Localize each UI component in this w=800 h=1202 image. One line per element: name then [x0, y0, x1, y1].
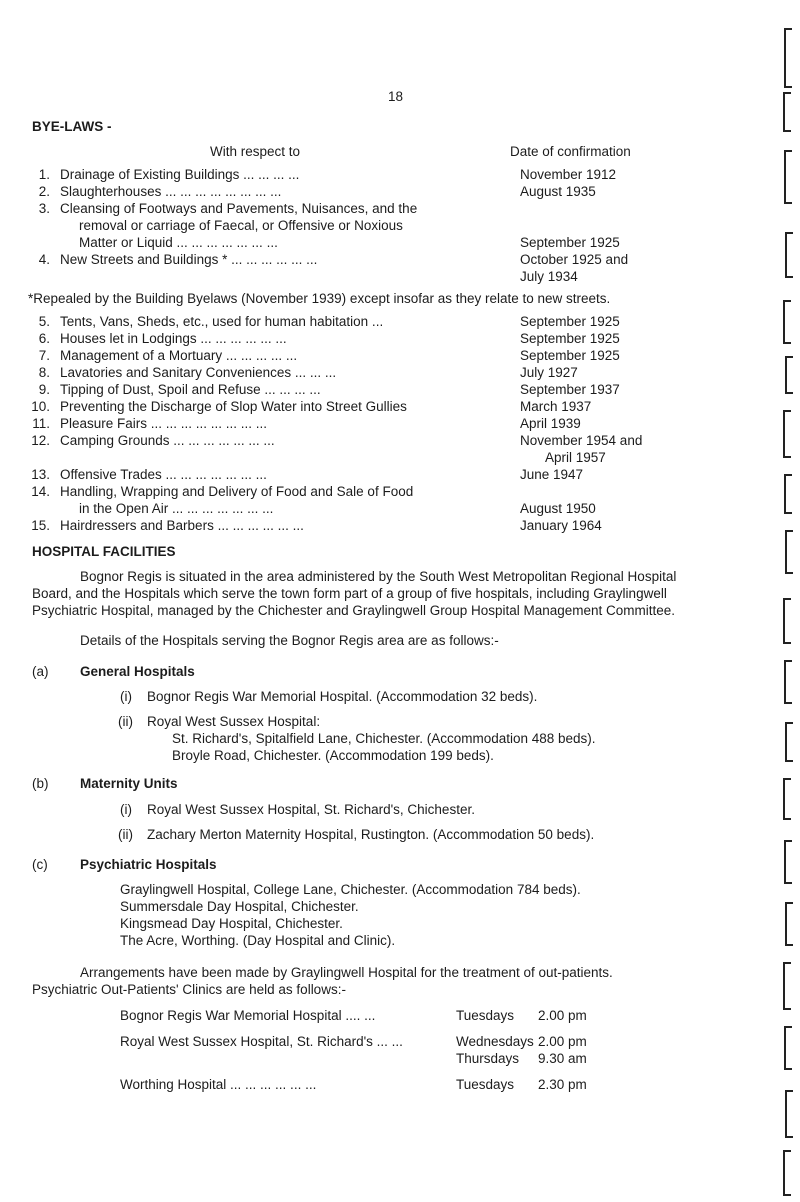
binding-mark: [783, 1150, 791, 1196]
clinic-day: Wednesdays: [456, 1034, 534, 1049]
binding-mark: [785, 356, 793, 394]
section-a-title: General Hospitals: [80, 664, 195, 679]
section-b-label: (b): [32, 776, 49, 791]
section-c-label: (c): [32, 857, 48, 872]
clinic-day: Tuesdays: [456, 1008, 515, 1023]
byelaw-text: Houses let in Lodgings ... ... ... ... ... ...: [60, 331, 287, 346]
clinic-place: Bognor Regis War Memorial Hospital .... ...: [120, 1008, 376, 1023]
clinic-place: Worthing Hospital ... ... ... ... ... ...: [120, 1077, 317, 1092]
binding-mark: [784, 150, 792, 204]
hospital-facilities-heading: HOSPITAL FACILITIES: [32, 544, 176, 559]
byelaws-heading: BYE-LAWS -: [32, 119, 112, 134]
byelaw-date: August 1935: [520, 184, 596, 199]
clinic-place: Royal West Sussex Hospital, St. Richard's ... ...: [120, 1034, 403, 1049]
byelaw-number: 10.: [31, 399, 50, 414]
byelaw-date: September 1925: [520, 235, 620, 250]
byelaw-date: September 1925: [520, 331, 620, 346]
byelaw-date: January 1964: [520, 518, 602, 533]
psychiatric-hospital-line: The Acre, Worthing. (Day Hospital and Clinic).: [120, 933, 396, 948]
byelaw-number: 9.: [38, 382, 50, 397]
byelaw-text: Handling, Wrapping and Delivery of Food and Sale of Food: [60, 484, 414, 499]
binding-mark: [785, 902, 793, 946]
hospital-paragraph-line: Psychiatric Hospital, managed by the Chichester and Graylingwell Group Hospital Management Committee.: [32, 603, 676, 618]
list-subitem: Broyle Road, Chichester. (Accommodation 199 beds).: [172, 748, 494, 763]
binding-mark: [783, 598, 791, 644]
binding-mark: [784, 840, 792, 884]
list-item: Bognor Regis War Memorial Hospital. (Accommodation 32 beds).: [147, 689, 538, 704]
byelaw-number: 12.: [31, 433, 50, 448]
binding-mark: [785, 232, 793, 278]
outpatients-paragraph-line: Psychiatric Out-Patients' Clinics are held as follows:-: [32, 982, 346, 997]
byelaw-date: October 1925 and: [520, 252, 629, 267]
repeal-footnote: *Repealed by the Building Byelaws (November 1939) except insofar as they relate to new streets.: [28, 291, 611, 306]
byelaw-number: 11.: [32, 416, 50, 431]
clinic-day: Thursdays: [456, 1051, 520, 1066]
list-item-number: (ii): [118, 827, 133, 842]
byelaw-number: 1.: [38, 167, 50, 182]
byelaw-number: 13.: [31, 467, 50, 482]
byelaw-text: Preventing the Discharge of Slop Water into Street Gullies: [60, 399, 407, 414]
details-intro: Details of the Hospitals serving the Bognor Regis area are as follows:-: [80, 633, 499, 648]
clinic-day: Tuesdays: [456, 1077, 515, 1092]
clinic-time: 2.00 pm: [538, 1034, 587, 1049]
byelaw-number: 2.: [38, 184, 50, 199]
section-a-label: (a): [32, 664, 49, 679]
byelaw-text: in the Open Air ... ... ... ... ... ... ...: [79, 501, 274, 516]
byelaw-number: 4.: [38, 252, 50, 267]
byelaw-text: Offensive Trades ... ... ... ... ... ... ...: [60, 467, 267, 482]
byelaw-text: Slaughterhouses ... ... ... ... ... ... ... ...: [60, 184, 282, 199]
binding-mark: [785, 530, 793, 574]
outpatients-paragraph-line: Arrangements have been made by Graylingwell Hospital for the treatment of out-patients.: [80, 965, 613, 980]
binding-mark: [783, 410, 791, 458]
byelaw-date: September 1937: [520, 382, 620, 397]
psychiatric-hospital-line: Kingsmead Day Hospital, Chichester.: [120, 916, 343, 931]
binding-mark: [784, 474, 792, 514]
hospital-paragraph-line: Board, and the Hospitals which serve the town form part of a group of five hospitals, including Graylingwell: [32, 586, 667, 601]
byelaw-text: Management of a Mortuary ... ... ... ... ...: [60, 348, 298, 363]
byelaw-text: Drainage of Existing Buildings ... ... ... ...: [60, 167, 300, 182]
binding-mark: [784, 1026, 792, 1070]
binding-mark: [783, 92, 791, 132]
psychiatric-hospital-line: Graylingwell Hospital, College Lane, Chichester. (Accommodation 784 beds).: [120, 882, 581, 897]
byelaw-number: 3.: [38, 201, 50, 216]
column-header-respect: With respect to: [210, 144, 301, 159]
byelaw-text: removal or carriage of Faecal, or Offensive or Noxious: [79, 218, 403, 233]
byelaw-text: Camping Grounds ... ... ... ... ... ... ...: [60, 433, 275, 448]
byelaw-text: Tents, Vans, Sheds, etc., used for human habitation ...: [60, 314, 384, 329]
byelaw-number: 5.: [38, 314, 50, 329]
section-b-title: Maternity Units: [80, 776, 178, 791]
list-item: Royal West Sussex Hospital, St. Richard's, Chichester.: [147, 802, 475, 817]
byelaw-number: 15.: [31, 518, 50, 533]
byelaw-date: August 1950: [520, 501, 596, 516]
byelaw-date: September 1925: [520, 314, 620, 329]
byelaw-text: Pleasure Fairs ... ... ... ... ... ... ... ...: [60, 416, 268, 431]
clinic-time: 2.30 pm: [538, 1077, 587, 1092]
byelaw-number: 14.: [31, 484, 50, 499]
psychiatric-hospital-line: Summersdale Day Hospital, Chichester.: [120, 899, 359, 914]
byelaw-number: 7.: [38, 348, 50, 363]
list-item-number: (i): [120, 802, 132, 817]
byelaw-number: 6.: [38, 331, 50, 346]
byelaw-date: July 1927: [520, 365, 578, 380]
byelaw-date: March 1937: [520, 399, 592, 414]
list-item-number: (i): [120, 689, 132, 704]
byelaw-text: Matter or Liquid ... ... ... ... ... ... ...: [79, 235, 278, 250]
byelaw-date: April 1939: [520, 416, 581, 431]
byelaw-text: Cleansing of Footways and Pavements, Nuisances, and the: [60, 201, 418, 216]
byelaw-number: 8.: [38, 365, 50, 380]
binding-mark: [785, 722, 793, 762]
binding-mark: [783, 962, 791, 1010]
list-subitem: St. Richard's, Spitalfield Lane, Chichester. (Accommodation 488 beds).: [172, 731, 596, 746]
list-item: Royal West Sussex Hospital:: [147, 714, 321, 729]
section-c-title: Psychiatric Hospitals: [80, 857, 217, 872]
binding-mark: [784, 660, 792, 704]
hospital-paragraph-line: Bognor Regis is situated in the area administered by the South West Metropolitan Regional Hospital: [80, 569, 677, 584]
byelaw-text: Lavatories and Sanitary Conveniences ... ... ...: [60, 365, 337, 380]
byelaw-date: September 1925: [520, 348, 620, 363]
column-header-date: Date of confirmation: [510, 144, 631, 159]
byelaw-date: November 1912: [520, 167, 617, 182]
byelaw-text: New Streets and Buildings * ... ... ... ... ... ...: [60, 252, 318, 267]
list-item-number: (ii): [118, 714, 133, 729]
byelaw-date: July 1934: [520, 269, 578, 284]
binding-mark: [784, 28, 792, 88]
byelaw-date: April 1957: [545, 450, 606, 465]
byelaw-text: Hairdressers and Barbers ... ... ... ... ... ...: [60, 518, 304, 533]
clinic-time: 9.30 am: [538, 1051, 587, 1066]
binding-mark: [785, 1090, 793, 1138]
clinic-time: 2.00 pm: [538, 1008, 587, 1023]
byelaw-text: Tipping of Dust, Spoil and Refuse ... ... ... ...: [60, 382, 321, 397]
binding-mark: [783, 300, 791, 344]
byelaw-date: June 1947: [520, 467, 584, 482]
binding-mark: [783, 778, 791, 820]
byelaw-date: November 1954 and: [520, 433, 643, 448]
list-item: Zachary Merton Maternity Hospital, Rustington. (Accommodation 50 beds).: [147, 827, 595, 842]
page-number: 18: [388, 89, 404, 104]
